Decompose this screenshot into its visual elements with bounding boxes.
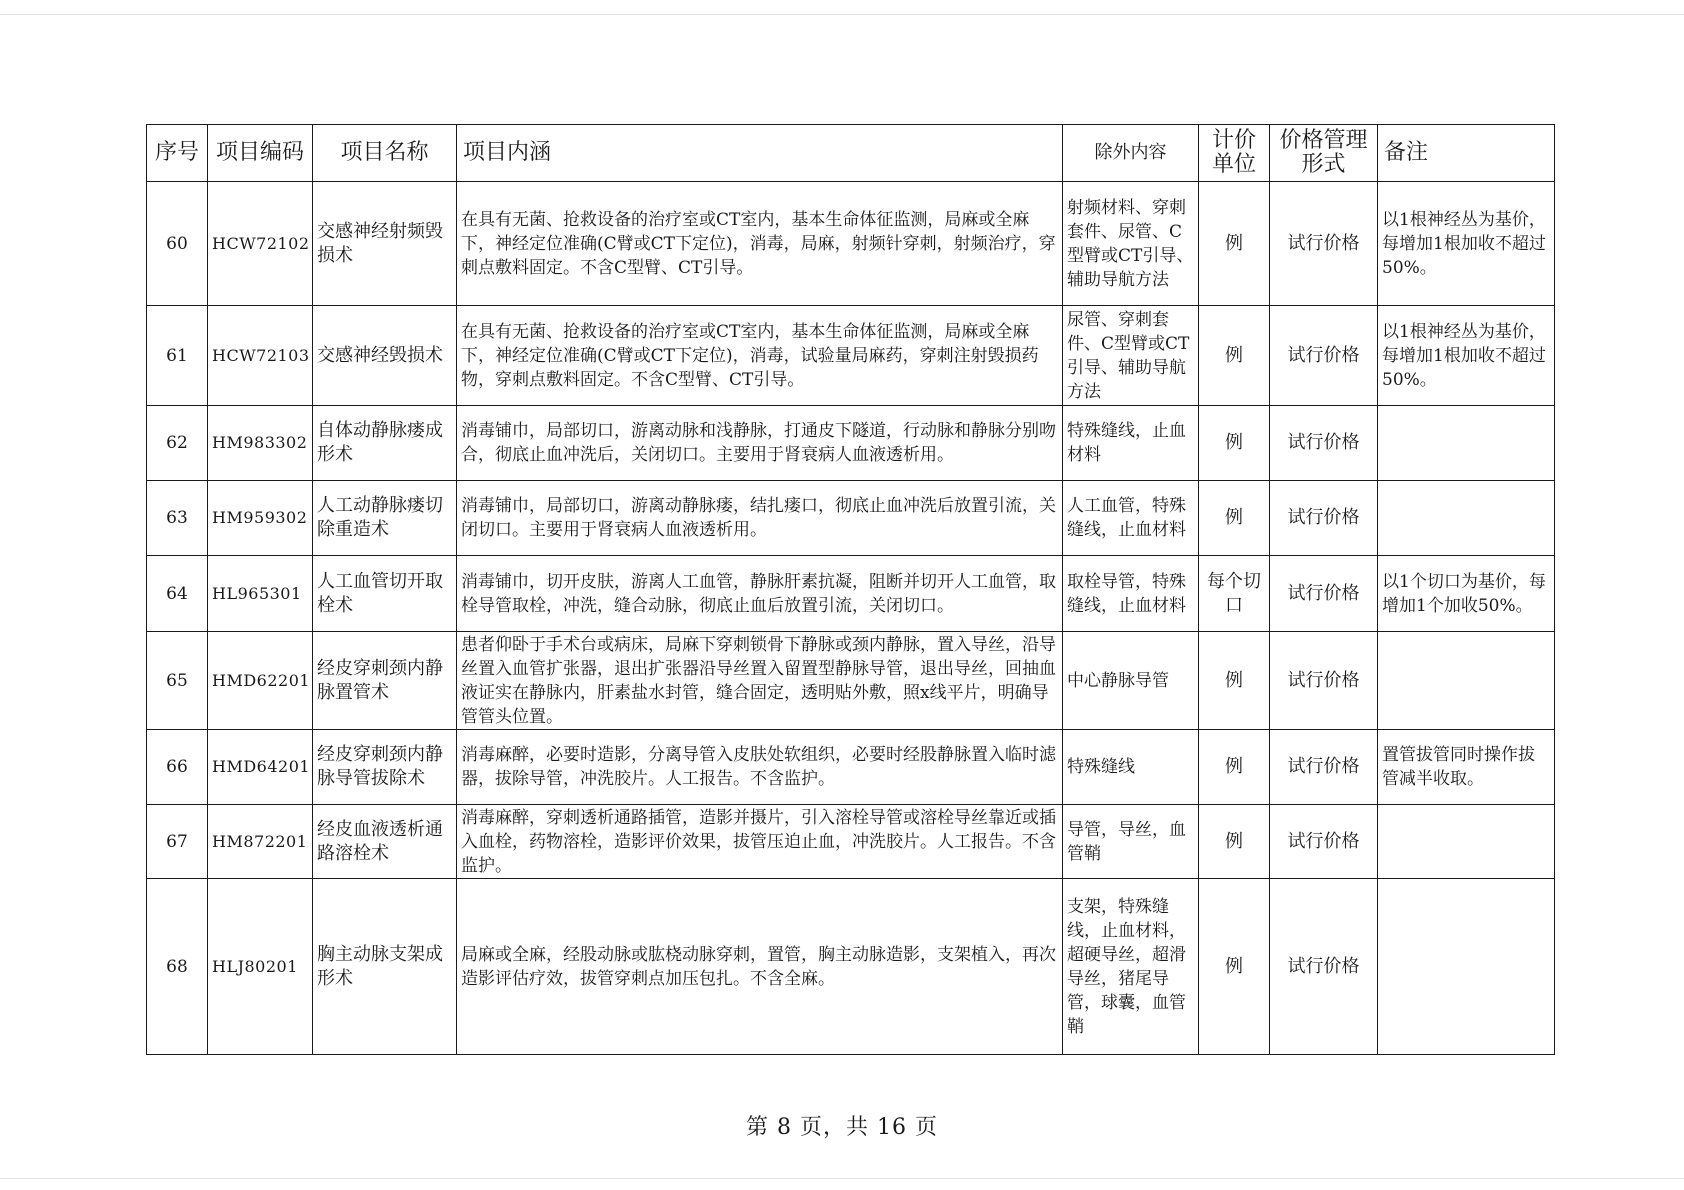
cell-content: 在具有无菌、抢救设备的治疗室或CT室内，基本生命体征监测，局麻或全麻下，神经定位准确(C臂或CT下定位)，消毒，局麻，射频针穿刺，射频治疗，穿刺点敷料固定。不含C型臂、CT引导。	[457, 182, 1063, 306]
cell-remarks: 置管拔管同时操作拔管减半收取。	[1378, 730, 1555, 805]
cell-unit: 每个切口	[1199, 556, 1270, 632]
cell-remarks: 以1个切口为基价，每增加1个加收50%。	[1378, 556, 1555, 632]
cell-content: 局麻或全麻，经股动脉或肱桡动脉穿刺，置管，胸主动脉造影，支架植入，再次造影评估疗效，拔管穿刺点加压包扎。不含全麻。	[457, 879, 1063, 1055]
cell-name: 自体动静脉瘘成形术	[313, 406, 457, 481]
header-content: 项目内涵	[457, 125, 1063, 182]
cell-exclusions: 尿管、穿刺套件、C型臂或CT引导、辅助导航方法	[1063, 306, 1199, 406]
cell-code: HLJ80201	[208, 879, 313, 1055]
cell-remarks	[1378, 879, 1555, 1055]
cell-management: 试行价格	[1270, 406, 1378, 481]
scan-edge-top	[0, 14, 1684, 15]
cell-unit: 例	[1199, 805, 1270, 879]
cell-code: HM983302	[208, 406, 313, 481]
cell-content: 消毒麻醉，必要时造影，分离导管入皮肤处软组织，必要时经股静脉置入临时滤器，拔除导管，冲洗胶片。人工报告。不含监护。	[457, 730, 1063, 805]
cell-remarks	[1378, 406, 1555, 481]
cell-name: 人工动静脉瘘切除重造术	[313, 481, 457, 556]
cell-name: 经皮穿刺颈内静脉导管拔除术	[313, 730, 457, 805]
cell-name: 交感神经射频毁损术	[313, 182, 457, 306]
cell-management: 试行价格	[1270, 879, 1378, 1055]
cell-name: 交感神经毁损术	[313, 306, 457, 406]
price-table	[146, 124, 1555, 1055]
header-seq: 序号	[147, 125, 208, 182]
cell-seq: 64	[147, 556, 208, 632]
cell-name: 经皮血液透析通路溶栓术	[313, 805, 457, 879]
cell-management: 试行价格	[1270, 632, 1378, 730]
cell-exclusions: 取栓导管，特殊缝线，止血材料	[1063, 556, 1199, 632]
cell-remarks: 以1根神经丛为基价，每增加1根加收不超过50%。	[1378, 306, 1555, 406]
table-row	[147, 481, 1555, 556]
cell-management: 试行价格	[1270, 481, 1378, 556]
table-header-row	[147, 125, 1555, 182]
header-code: 项目编码	[208, 125, 313, 182]
cell-unit: 例	[1199, 632, 1270, 730]
header-name: 项目名称	[313, 125, 457, 182]
header-exclusions: 除外内容	[1063, 125, 1199, 182]
cell-unit: 例	[1199, 481, 1270, 556]
cell-name: 人工血管切开取栓术	[313, 556, 457, 632]
cell-management: 试行价格	[1270, 805, 1378, 879]
cell-exclusions: 导管，导丝，血管鞘	[1063, 805, 1199, 879]
cell-seq: 60	[147, 182, 208, 306]
cell-remarks	[1378, 481, 1555, 556]
cell-unit: 例	[1199, 730, 1270, 805]
cell-code: HMD64201	[208, 730, 313, 805]
cell-seq: 68	[147, 879, 208, 1055]
cell-code: HM959302	[208, 481, 313, 556]
header-remarks: 备注	[1378, 125, 1555, 182]
cell-code: HCW72102	[208, 182, 313, 306]
cell-unit: 例	[1199, 306, 1270, 406]
cell-management: 试行价格	[1270, 730, 1378, 805]
cell-name: 经皮穿刺颈内静脉置管术	[313, 632, 457, 730]
table-row	[147, 805, 1555, 879]
cell-remarks	[1378, 805, 1555, 879]
cell-content: 患者仰卧于手术台或病床，局麻下穿刺锁骨下静脉或颈内静脉，置入导丝，沿导丝置入血管扩张器，退出扩张器沿导丝置入留置型静脉导管，退出导丝，回抽血液证实在静脉内，肝素盐水封管，缝合固定，透明贴外敷，照x线平片，明确导管管头位置。	[457, 632, 1063, 730]
cell-seq: 66	[147, 730, 208, 805]
cell-exclusions: 特殊缝线	[1063, 730, 1199, 805]
cell-exclusions: 射频材料、穿刺套件、尿管、C型臂或CT引导、辅助导航方法	[1063, 182, 1199, 306]
scan-edge-bottom	[0, 1178, 1684, 1179]
table-row	[147, 406, 1555, 481]
cell-unit: 例	[1199, 879, 1270, 1055]
cell-unit: 例	[1199, 182, 1270, 306]
cell-exclusions: 支架，特殊缝线，止血材料，超硬导丝，超滑导丝，猪尾导管，球囊，血管鞘	[1063, 879, 1199, 1055]
cell-name: 胸主动脉支架成形术	[313, 879, 457, 1055]
cell-content: 消毒麻醉，穿刺透析通路插管，造影并摄片，引入溶栓导管或溶栓导丝靠近或插入血栓，药物溶栓，造影评价效果，拔管压迫止血，冲洗胶片。人工报告。不含监护。	[457, 805, 1063, 879]
page-number: 第 8 页，共 16 页	[746, 1115, 938, 1140]
cell-seq: 63	[147, 481, 208, 556]
table-row	[147, 730, 1555, 805]
header-unit: 计价单位	[1199, 125, 1270, 182]
table-row	[147, 182, 1555, 306]
cell-exclusions: 特殊缝线，止血材料	[1063, 406, 1199, 481]
cell-content: 消毒铺巾，局部切口，游离动静脉瘘，结扎瘘口，彻底止血冲洗后放置引流，关闭切口。主要用于肾衰病人血液透析用。	[457, 481, 1063, 556]
cell-seq: 62	[147, 406, 208, 481]
cell-unit: 例	[1199, 406, 1270, 481]
cell-exclusions: 人工血管，特殊缝线，止血材料	[1063, 481, 1199, 556]
table-row	[147, 879, 1555, 1055]
cell-content: 在具有无菌、抢救设备的治疗室或CT室内，基本生命体征监测，局麻或全麻下，神经定位准确(C臂或CT下定位)，消毒，试验量局麻药，穿刺注射毁损药物，穿刺点敷料固定。不含C型臂、CT引导。	[457, 306, 1063, 406]
cell-code: HL965301	[208, 556, 313, 632]
cell-remarks: 以1根神经丛为基价，每增加1根加收不超过50%。	[1378, 182, 1555, 306]
cell-exclusions: 中心静脉导管	[1063, 632, 1199, 730]
table-row	[147, 556, 1555, 632]
cell-code: HCW72103	[208, 306, 313, 406]
cell-content: 消毒铺巾，切开皮肤，游离人工血管，静脉肝素抗凝，阻断并切开人工血管，取栓导管取栓，冲洗，缝合动脉，彻底止血后放置引流，关闭切口。	[457, 556, 1063, 632]
cell-remarks	[1378, 632, 1555, 730]
cell-code: HMD62201	[208, 632, 313, 730]
cell-management: 试行价格	[1270, 556, 1378, 632]
table-row	[147, 306, 1555, 406]
cell-management: 试行价格	[1270, 306, 1378, 406]
table-row	[147, 632, 1555, 730]
header-management: 价格管理形式	[1270, 125, 1378, 182]
cell-seq: 67	[147, 805, 208, 879]
cell-code: HM872201	[208, 805, 313, 879]
cell-seq: 61	[147, 306, 208, 406]
cell-seq: 65	[147, 632, 208, 730]
cell-management: 试行价格	[1270, 182, 1378, 306]
cell-content: 消毒铺巾，局部切口，游离动脉和浅静脉，打通皮下隧道，行动脉和静脉分别吻合，彻底止血冲洗后，关闭切口。主要用于肾衰病人血液透析用。	[457, 406, 1063, 481]
